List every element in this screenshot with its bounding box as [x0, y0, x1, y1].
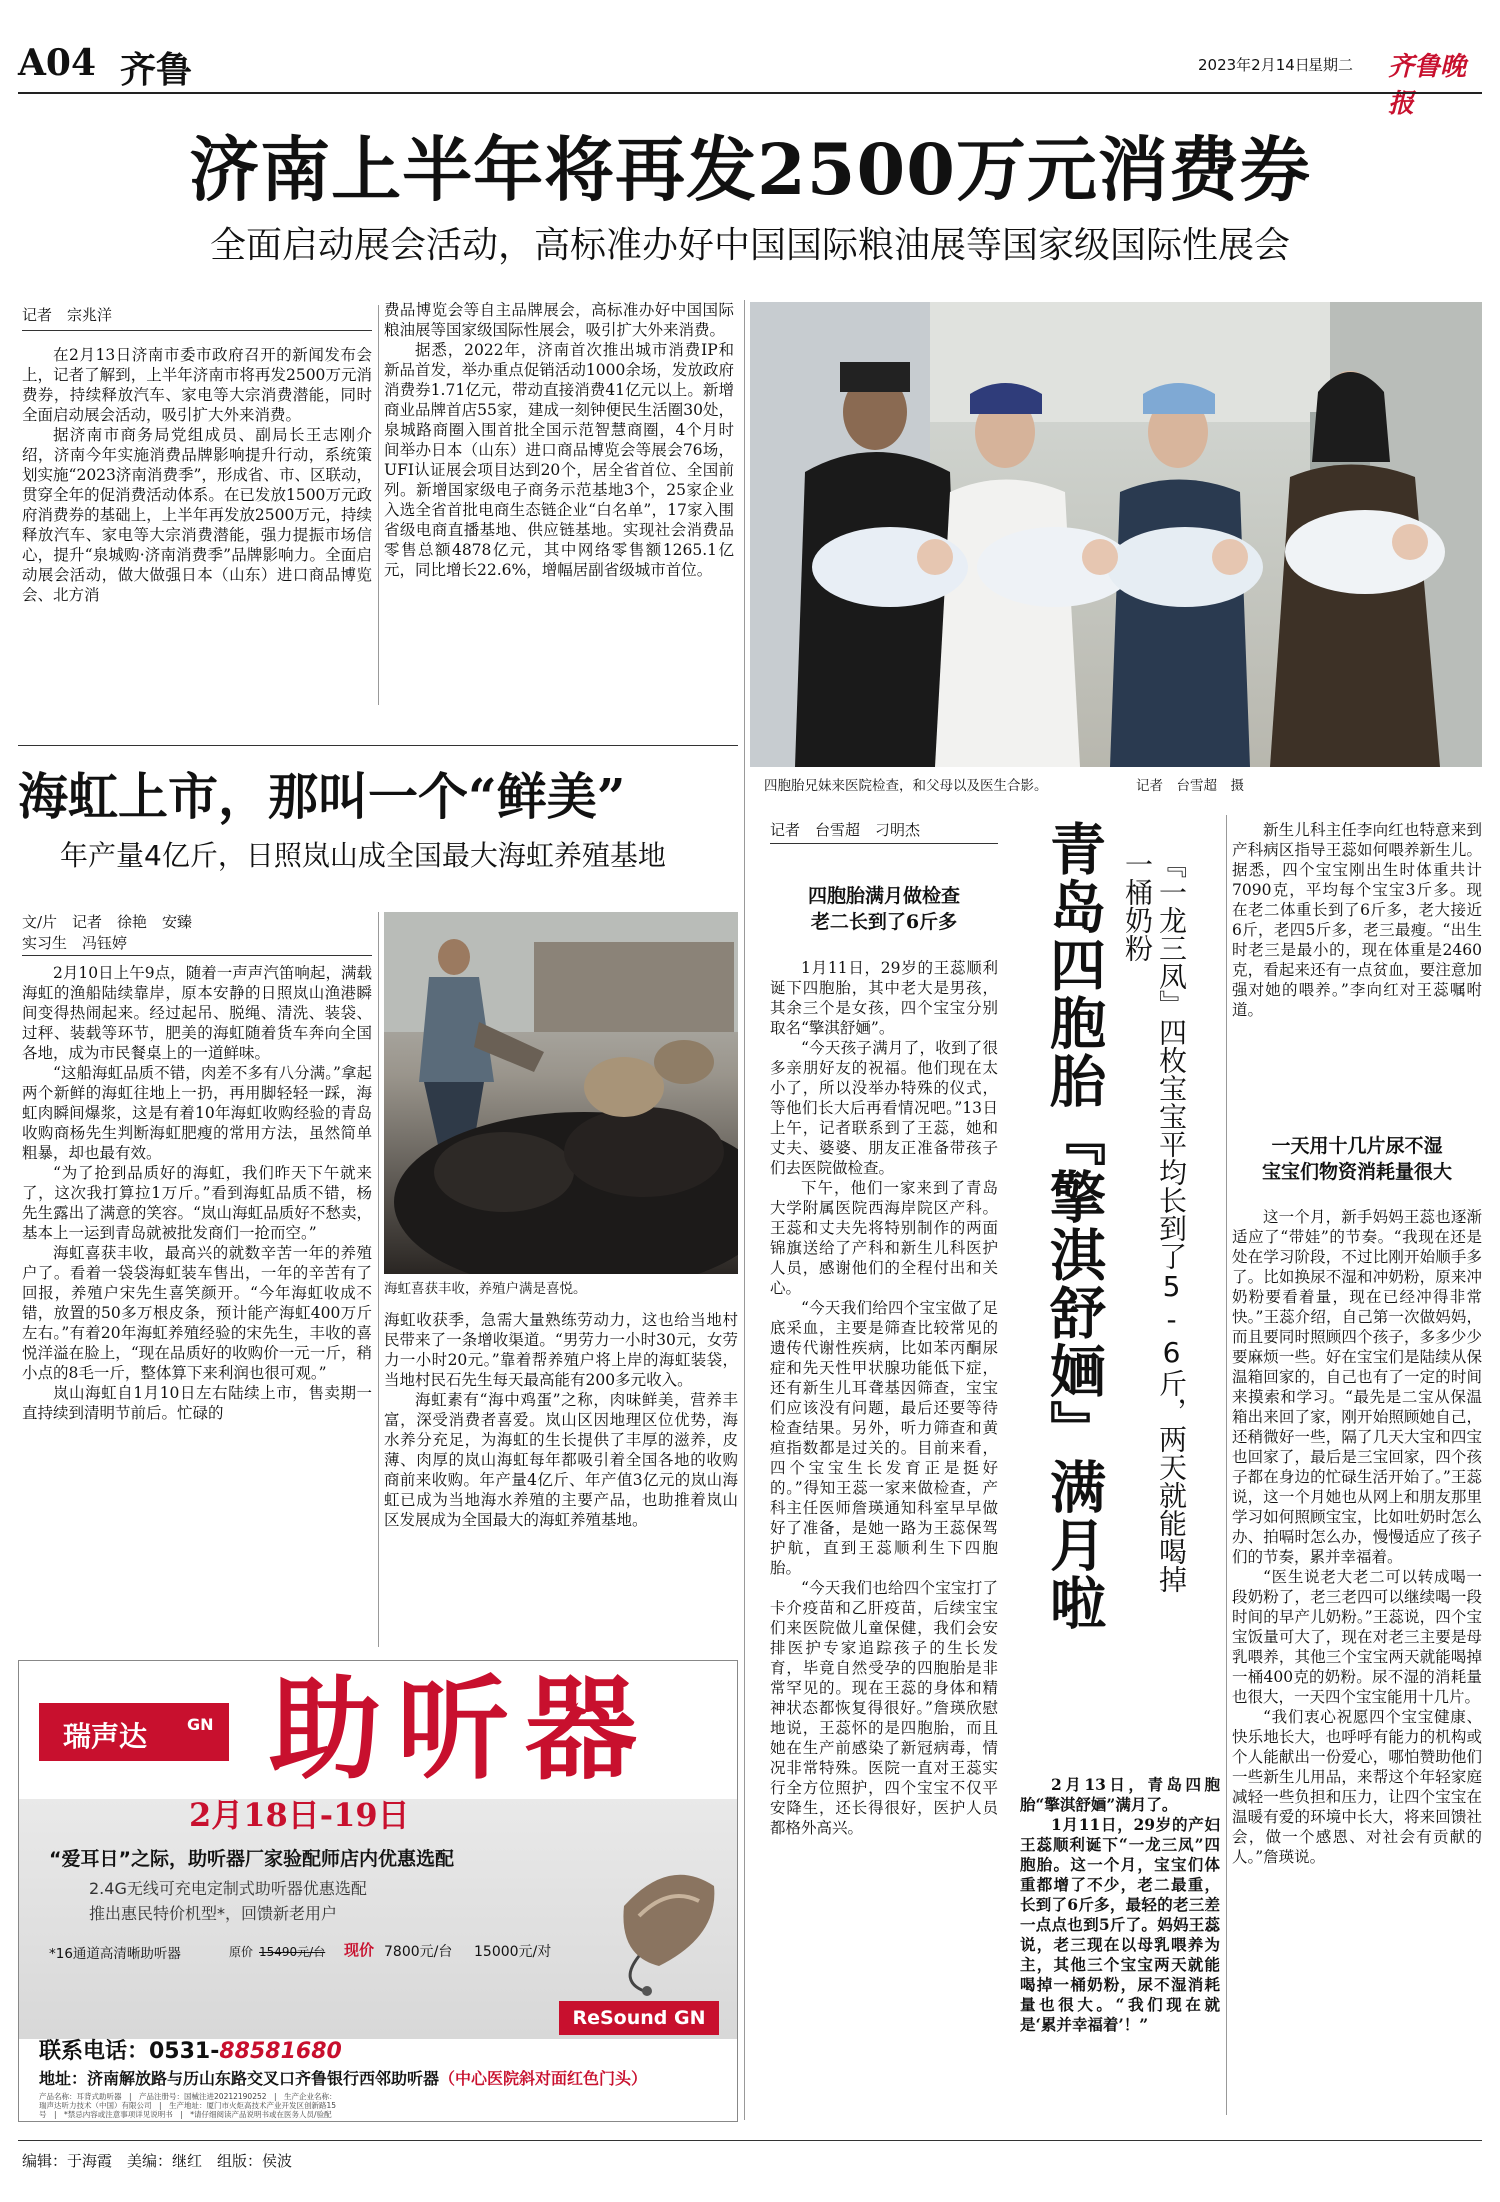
- issue-date: 2023年2月14日: [1198, 56, 1310, 74]
- ad-product: *16通道高清晰助听器: [49, 1946, 181, 1962]
- ad-line-1: “爱耳日”之际，助听器厂家验配师店内优惠选配: [49, 1848, 454, 1870]
- column-rule: [378, 305, 379, 705]
- ad-address: 地址：济南解放路与历山东路交叉口齐鲁银行西邻助听器: [39, 2069, 440, 2088]
- fineprint-line: 产品名称：耳背式助听器 | 产品注册号：国械注进20212190252 | 生产企业名称：: [39, 2092, 337, 2101]
- quads-vertical-headline: 青岛四胞胎『擎淇舒婳』满月啦: [1041, 820, 1107, 1632]
- haihong-col2: [384, 1310, 738, 1645]
- mussel-photo-caption: 海虹喜获丰收，养殖户满是喜悦。: [384, 1281, 587, 1297]
- ad-fineprint: [39, 2092, 729, 2119]
- paragraph: “为了抢到品质好的海虹，我们昨天下午就来了，这次我打算拉1万斤。”看到海虹品质不错，杨先生露出了满意的笑容。“岚山海虹品质好不愁卖，基本上一运到青岛就被批发商们一抢而空。”: [22, 1164, 372, 1242]
- top-byline-rule: [22, 330, 372, 331]
- quads-byline: 记者 台雪超 刁明杰: [770, 821, 921, 839]
- paragraph: 岚山海虹自1月10日左右陆续上市，售卖期一直持续到清明节前后。忙碌的: [22, 1384, 372, 1422]
- quads-subhead-1: 四胞胎满月做检查 老二长到了6斤多: [807, 885, 960, 933]
- quads-vertical-subtitle: 『一龙三凤』四枚宝宝平均长到了5-6斤，两天就能喝掉一桶奶粉: [1121, 850, 1188, 1593]
- section-name: 齐鲁: [120, 49, 193, 91]
- paragraph: 海虹喜获丰收，最高兴的就数辛苦一年的养殖户了。看着一袋袋海虹装车售出，一年的辛苦有了回报，养殖户宋先生喜笑颜开。“今年海虹收成不错，放置的50多万根皮条，预计能产海虹400万斤左右。”有着20年海虹养殖经验的宋先生，丰收的喜悦洋溢在脸上，“现在品质好的收购价一元一斤，稍小点的8毛一斤，整体算下来利润也很可观。”: [22, 1244, 372, 1382]
- column-rule: [378, 912, 379, 1647]
- ad-pair-price: 15000元/对: [474, 1944, 552, 1960]
- paragraph: 1月11日，29岁的产妇王蕊顺利诞下“一龙三凤”四胞胎。这一个月，宝宝们体重都增了不少，老二最重，长到了6斤多，最轻的老三差一点点也到5斤了。妈妈王蕊说，老三现在以母乳喂养为主，其他三个宝宝两天就能喝掉一桶奶粉，尿不湿消耗量也很大。“我们现在就是‘累并幸福着’！”: [1020, 1815, 1220, 2034]
- paragraph: “今天我们给四个宝宝做了足底采血，主要是筛查比较常见的遗传代谢性疾病，比如苯丙酮尿症和先天性甲状腺功能低下症，还有新生儿耳聋基因筛查，宝宝们应该没有问题，最后还要等待检查结果。另外，听力筛查和黄疸指数都是过关的。目前来看，四个宝宝生长发育正是挺好的。”得知王蕊一家来做检查，产科主任医师詹瑛通知科室早早做好了准备，是她一路为王蕊保驾护航，直到王蕊顺利生下四胞胎。: [770, 1299, 998, 1577]
- ad-line-2: 2.4G无线可充电定制式助听器优惠选配: [89, 1879, 367, 1898]
- paragraph: 2月10日上午9点，随着一声声汽笛响起，满载海虹的渔船陆续靠岸，原本安静的日照岚山渔港瞬间变得热闹起来。经过起吊、脱绳、清洗、装袋、过秤、装载等环节，肥美的海虹随着货车奔向全国各地，成为市民餐桌上的一道鲜味。: [22, 964, 372, 1062]
- ad-brand-gn: GN: [187, 1715, 214, 1734]
- section-rule-haihong: [18, 745, 738, 746]
- quads-byline-rule: [770, 843, 998, 844]
- quads-lead: [1020, 1775, 1220, 2110]
- ad-address-note: （中心医院斜对面红色门头）: [439, 2069, 648, 2088]
- haihong-byline-rule: [22, 955, 372, 956]
- footer-credits: 编辑：于海霞 美编：继红 组版：侯波: [22, 2152, 293, 2170]
- top-byline: 记者 宗兆洋: [22, 306, 113, 324]
- column-rule: [744, 300, 745, 2120]
- paragraph: 费品博览会等自主品牌展会，高标准办好中国国际粮油展等国家级国际性展会，吸引扩大外来消费。: [384, 301, 734, 339]
- family-photo-caption: 四胞胎兄妹来医院检查，和父母以及医生合影。: [764, 778, 1048, 794]
- header-rule: [18, 92, 1482, 94]
- ad-line-3: 推出惠民特价机型*，回馈新老用户: [89, 1904, 338, 1923]
- quads-col3-top: [1232, 820, 1482, 1125]
- top-subhead: 全面启动展会活动，高标准办好中国国际粮油展等国家级国际性展会: [209, 225, 1290, 266]
- ad-brand: 瑞声达: [63, 1720, 148, 1753]
- ad-orig-price: 15490元/台: [259, 1945, 326, 1959]
- paragraph: 海虹收获季，急需大量熟练劳动力，这也给当地村民带来了一条增收渠道。“男劳力一小时30元，女劳力一小时20元。”靠着帮养殖户将上岸的海虹装袋，当地村民石先生每天最高能有200多元收入。: [384, 1311, 738, 1389]
- paragraph: 据悉，2022年，济南首次推出城市消费IP和新品首发，举办重点促销活动1000余场，发放政府消费券1.71亿元，带动直接消费41亿元以上。新增商业品牌首店55家，建成一刻钟便民生活圈30处，泉城路商圈入围首批全国示范智慧商圈，4个月时间举办日本（山东）进口商品博览会等展会76场，UFI认证展会项目达到20个，居全省首位、全国前列。新增国家级电子商务示范基地3个，25家企业入选全省首批电商生态链企业“白名单”，17家入围省级电商直播基地、供应链基地。实现社会消费品零售总额4878亿元，其中网络零售额1265.1亿元，同比增长22.6%，增幅居副省级城市首位。: [384, 341, 734, 579]
- family-photo-illustration: [750, 302, 1482, 767]
- fineprint-line: 号 | *禁忌内容或注意事项详见说明书 | *请仔细阅读产品说明书或在医务人员/验配: [39, 2110, 332, 2119]
- fineprint-line: 瑞声达听力技术（中国）有限公司 | 生产地址：厦门市火炬高技术产业开发区创新路15: [39, 2101, 337, 2110]
- page-code: A04: [18, 42, 97, 84]
- paragraph: 新生儿科主任李向红也特意来到产科病区指导王蕊如何喂养新生儿。据悉，四个宝宝刚出生时体重共计7090克，平均每个宝宝3斤多。现在老二体重长到了6斤多，老大接近6斤，老四5斤多，老三最瘦。“出生时老三是最小的，现在体重是2460克，看起来还有一点贫血，要注意加强对她的喂养。”李向红对王蕊嘱咐道。: [1232, 821, 1482, 1019]
- family-photo: [750, 302, 1482, 767]
- hearing-aid-ad: [18, 1660, 738, 2122]
- hearing-aid-device-icon: [599, 1846, 729, 1996]
- haihong-byline-2: 实习生 冯钰婷: [22, 934, 128, 952]
- ad-date: 2月18日-19日: [189, 1796, 410, 1834]
- paragraph: 海虹素有“海中鸡蛋”之称，肉味鲜美，营养丰富，深受消费者喜爱。岚山区因地理区位优势，海水养分充足，为海虹的生长提供了丰厚的滋养，皮薄、肉厚的岚山海虹每年都吸引着全国各地的收购商前来收购。年产量4亿斤、年产值3亿元的岚山海虹已成为当地海水养殖的主要产品，也助推着岚山区发展成为全国最大的海虹养殖基地。: [384, 1391, 738, 1529]
- resound-logo: ReSound GN: [559, 2001, 719, 2035]
- haihong-byline-1: 文/片 记者 徐艳 安臻: [22, 913, 193, 931]
- paragraph: 据济南市商务局党组成员、副局长王志刚介绍，济南今年实施消费品牌影响提升行动，系统策划实施“2023济南消费季”，形成省、市、区联动，贯穿全年的促消费活动体系。在已发放1500万元政府消费券的基础上，上半年再发放2500万元，持续释放汽车、家电等大宗消费潜能，强力提振市场信心，提升“泉城购·济南消费季”品牌影响力。全面启动展会活动，做大做强日本（山东）进口商品博览会、北方消: [22, 426, 372, 604]
- paragraph: “今天孩子满月了，收到了很多亲朋好友的祝福。他们现在太小了，所以没举办特殊的仪式，等他们长大后再看情况吧。”13日上午，记者联系到了王蕊，她和丈夫、婆婆、朋友正准备带孩子们去医院做检查。: [770, 1039, 998, 1177]
- footer-rule: [18, 2140, 1482, 2141]
- ad-now-label: 现价: [344, 1941, 375, 1959]
- mussel-photo-illustration: [384, 912, 738, 1274]
- family-photo-credit: 记者 台雪超 摄: [1136, 778, 1244, 794]
- ad-address-row: [39, 2068, 647, 2090]
- ad-phone-row: [39, 2037, 342, 2066]
- column-rule: [1226, 815, 1227, 2115]
- mussel-photo: [384, 912, 738, 1274]
- paragraph: “医生说老大老二可以转成喝一段奶粉了，老三老四可以继续喝一段时间的早产儿奶粉。”王蕊说，四个宝宝饭量可大了，现在对老三主要是母乳喂养，其他三个宝宝两天就能喝掉一桶400克的奶粉。尿不湿的消耗量也很大，一天四个宝宝能用十几片。: [1232, 1568, 1482, 1706]
- haihong-headline: 海虹上市，那叫一个“鲜美”: [18, 767, 626, 826]
- ad-now-price: 7800元/台: [384, 1944, 453, 1960]
- page-header: [18, 40, 1482, 119]
- quads-col3-bottom: [1232, 1207, 1482, 2110]
- ad-brand-block: [39, 1703, 229, 1761]
- paper-logo: 齐鲁晚报: [1388, 52, 1467, 119]
- paragraph: 下午，他们一家来到了青岛大学附属医院西海岸院区产科。王蕊和丈夫先将特别制作的两面锦旗送给了产科和新生儿科医护人员，感谢他们的全程付出和关心。: [770, 1179, 998, 1297]
- ad-title: 助听器: [269, 1665, 653, 1795]
- ad-phone-label: 联系电话：0531-: [39, 2039, 220, 2064]
- paragraph: 在2月13日济南市委市政府召开的新闻发布会上，记者了解到，上半年济南市将再发2500万元消费券，持续释放汽车、家电等大宗消费潜能，同时全面启动展会活动，吸引扩大外来消费。: [22, 346, 372, 424]
- ad-orig-label: 原价: [229, 1945, 254, 1959]
- paragraph: 1月11日，29岁的王蕊顺利诞下四胞胎，其中老大是男孩，其余三个是女孩，四个宝宝分别取名“擎淇舒婳”。: [770, 959, 998, 1037]
- issue-weekday: 星期二: [1308, 56, 1354, 74]
- paragraph: 这一个月，新手妈妈王蕊也逐渐适应了“带娃”的节奏。“我现在还是处在学习阶段，不过比刚开始顺手多了。比如换尿不湿和冲奶粉，原来冲奶粉要看着量，现在已经冲得非常快。”王蕊介绍，自己第一次做妈妈，而且要同时照顾四个孩子，多多少少要麻烦一些。好在宝宝们是陆续从保温箱回家的，自己也有了一定的时间来摸索和学习。“最先是二宝从保温箱出来回了家，刚开始照顾她自己，还稍微好一些，隔了几天大宝和四宝也回家了，最后是三宝回家，四个孩子都在身边的忙碌生活开始了。”王蕊说，这一个月她也从网上和朋友那里学习如何照顾宝宝，比如吐奶时怎么办、拍嗝时怎么办，慢慢适应了孩子们的节奏，累并幸福着。: [1232, 1208, 1482, 1566]
- top-story-col1: [22, 345, 372, 705]
- top-story-col2: [384, 300, 734, 705]
- paragraph: 2月13日，青岛四胞胎“擎淇舒婳”满月了。: [1020, 1775, 1220, 1814]
- paragraph: “我们衷心祝愿四个宝宝健康、快乐地长大，也呼呼有能力的机构或个人能献出一份爱心，哪怕赞助他们一些新生儿用品，来帮这个年轻家庭减轻一些负担和压力，让四个宝宝在温暖有爱的环境中长大，将来回馈社会，做一个感恩、对社会有贡献的人。”詹瑛说。: [1232, 1708, 1482, 1866]
- haihong-subhead: 年产量4亿斤，日照岚山成全国最大海虹养殖基地: [60, 839, 666, 872]
- haihong-col1: [22, 963, 372, 1645]
- paragraph: “今天我们也给四个宝宝打了卡介疫苗和乙肝疫苗，后续宝宝们来医院做儿童保健，我们会安排医护专家追踪孩子的生长发育，毕竟自然受孕的四胞胎是非常罕见的。现在王蕊的身体和精神状态都恢复得很好。”詹瑛欣慰地说，王蕊怀的是四胞胎，而且她在生产前感染了新冠病毒，情况非常特殊。医院一直对王蕊实行全方位照护，四个宝宝不仅平安降生，还长得很好，医护人员都格外高兴。: [770, 1579, 998, 1837]
- quads-col1: [770, 958, 998, 2108]
- ad-phone: 88581680: [219, 2039, 342, 2064]
- top-headline: 济南上半年将再发2500万元消费券: [189, 128, 1311, 211]
- quads-subhead-2: 一天用十几片尿不湿 宝宝们物资消耗量很大: [1261, 1135, 1452, 1183]
- paragraph: “这船海虹品质不错，肉差不多有八分满。”拿起两个新鲜的海虹往地上一扔，再用脚轻轻一踩，海虹肉瞬间爆浆，这是有着10年海虹收购经验的青岛收购商杨先生判断海虹肥瘦的常用方法，虽然简单粗暴，却也最有效。: [22, 1064, 372, 1162]
